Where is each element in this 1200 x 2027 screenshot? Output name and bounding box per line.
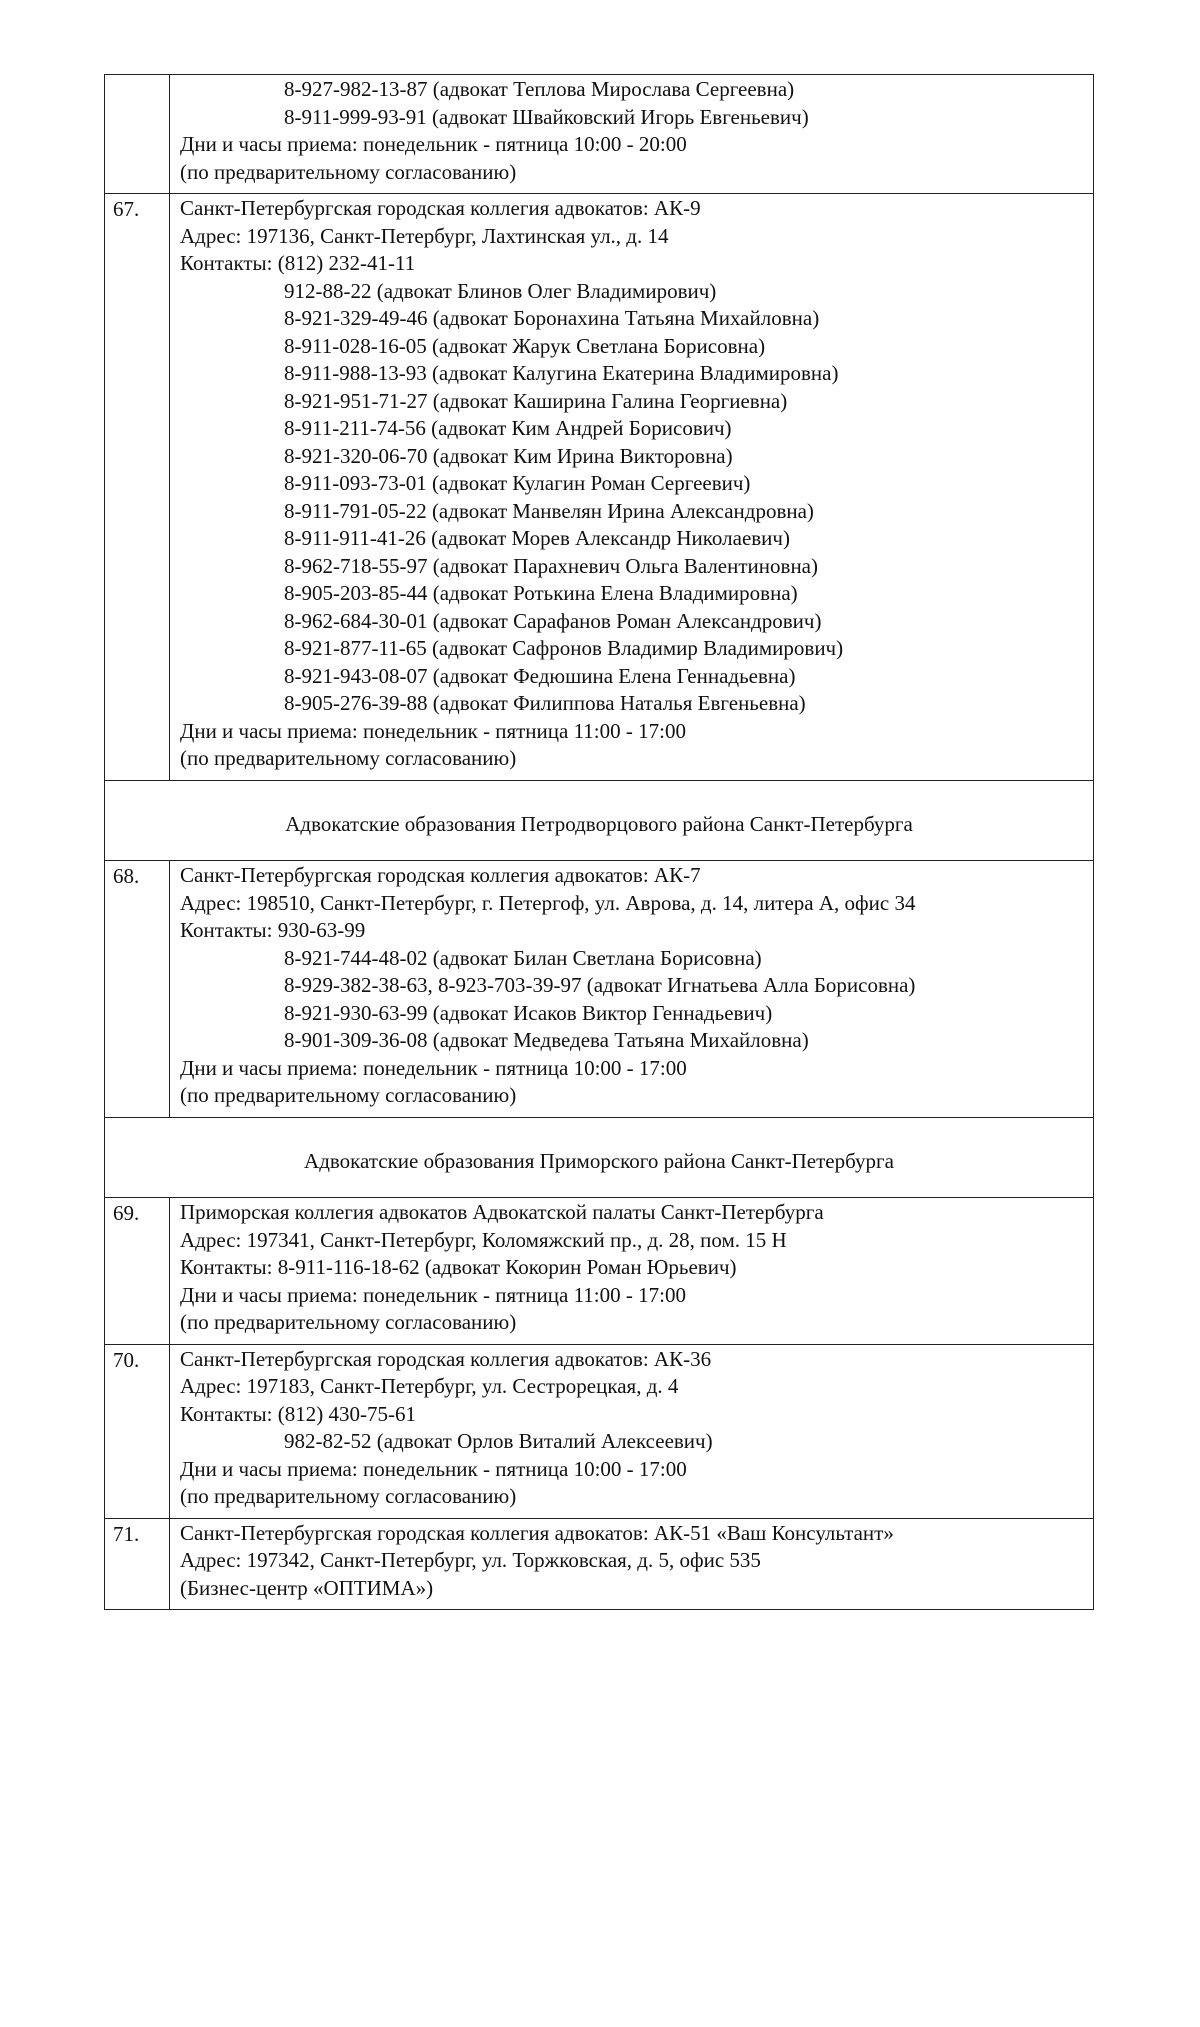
- entry-number: 67.: [105, 194, 170, 781]
- entry-content: [170, 861, 1094, 1118]
- entry-number: 70.: [105, 1344, 170, 1518]
- entry-row: [105, 1518, 1094, 1610]
- organization-contacts: Контакты: (812) 430-75-61: [180, 1401, 416, 1426]
- lawyer-contact: 8-911-988-13-93 (адвокат Калугина Екатерина Владимировна): [284, 361, 839, 385]
- lawyer-contact: 8-905-203-85-44 (адвокат Ротькина Елена Владимировна): [284, 581, 798, 605]
- lawyer-contact: 8-921-951-71-27 (адвокат Каширина Галина Георгиевна): [284, 388, 788, 413]
- organization-address: Адрес: 197136, Санкт-Петербург, Лахтинская ул., д. 14: [180, 223, 669, 248]
- bar-associations-table: [104, 74, 1094, 1610]
- lawyer-contact: 8-921-943-08-07 (адвокат Федюшина Елена Геннадьевна): [284, 663, 796, 688]
- reception-hours: Дни и часы приема: понедельник - пятница 11:00 - 17:00: [180, 718, 686, 743]
- entry-row: [105, 1344, 1094, 1518]
- reception-hours: Дни и часы приема: понедельник - пятница 10:00 - 17:00: [180, 1456, 687, 1481]
- lawyer-contact: 8-911-999-93-91 (адвокат Швайковский Игорь Евгеньевич): [284, 104, 809, 129]
- lawyer-contact: 8-929-382-38-63, 8-923-703-39-97 (адвокат Игнатьева Алла Борисовна): [284, 973, 916, 997]
- entry-number: 69.: [105, 1198, 170, 1345]
- organization-contacts: Контакты: (812) 232-41-11: [180, 251, 416, 275]
- entry-number: [105, 75, 170, 194]
- section-title: Адвокатские образования Петродворцового района Санкт-Петербурга: [105, 780, 1094, 861]
- entry-content: [170, 1198, 1094, 1345]
- entry-row: [105, 861, 1094, 1118]
- lawyer-contact: 8-962-684-30-01 (адвокат Сарафанов Роман Александрович): [284, 608, 822, 633]
- lawyer-contact: 8-911-028-16-05 (адвокат Жарук Светлана Борисовна): [284, 333, 766, 358]
- organization-address: Адрес: 198510, Санкт-Петербург, г. Петергоф, ул. Аврова, д. 14, литера А, офис 34: [180, 890, 916, 915]
- address-extra: (Бизнес-центр «ОПТИМА»): [180, 1575, 434, 1600]
- section-title: Адвокатские образования Приморского района Санкт-Петербурга: [105, 1117, 1094, 1198]
- entry-number: 71.: [105, 1518, 170, 1610]
- reception-note: (по предварительному согласованию): [180, 1310, 517, 1334]
- entry-row: [105, 75, 1094, 194]
- lawyer-contact: 8-911-093-73-01 (адвокат Кулагин Роман Сергеевич): [284, 471, 751, 495]
- lawyer-contact: 8-921-930-63-99 (адвокат Исаков Виктор Геннадьевич): [284, 1000, 773, 1025]
- lawyer-contact: 8-901-309-36-08 (адвокат Медведева Татьяна Михайловна): [284, 1028, 809, 1052]
- lawyer-contact: 912-88-22 (адвокат Блинов Олег Владимирович): [284, 278, 717, 303]
- organization-name: Санкт-Петербургская городская коллегия адвокатов: АК-9: [180, 196, 701, 220]
- organization-address: Адрес: 197183, Санкт-Петербург, ул. Сестрорецкая, д. 4: [180, 1374, 679, 1398]
- reception-hours: Дни и часы приема: понедельник - пятница 10:00 - 20:00: [180, 132, 687, 156]
- reception-note: (по предварительному согласованию): [180, 746, 517, 770]
- organization-contacts: Контакты: 930-63-99: [180, 918, 366, 942]
- lawyer-contact: 8-921-320-06-70 (адвокат Ким Ирина Викторовна): [284, 443, 733, 468]
- reception-note: (по предварительному согласованию): [180, 1083, 517, 1107]
- organization-name: Санкт-Петербургская городская коллегия адвокатов: АК-36: [180, 1346, 712, 1371]
- lawyer-contact: 8-921-877-11-65 (адвокат Сафронов Владимир Владимирович): [284, 636, 844, 660]
- entry-content: [170, 75, 1094, 194]
- table-body: [105, 75, 1094, 1610]
- lawyer-contact: 982-82-52 (адвокат Орлов Виталий Алексеевич): [284, 1429, 713, 1453]
- lawyer-contact: 8-911-791-05-22 (адвокат Манвелян Ирина Александровна): [284, 498, 814, 523]
- organization-name: Приморская коллегия адвокатов Адвокатской палаты Санкт-Петербурга: [180, 1200, 824, 1224]
- entry-row: [105, 1198, 1094, 1345]
- entry-content: [170, 1344, 1094, 1518]
- lawyer-contact: 8-921-744-48-02 (адвокат Билан Светлана Борисовна): [284, 945, 762, 970]
- lawyer-contact: 8-911-211-74-56 (адвокат Ким Андрей Борисович): [284, 416, 732, 440]
- entry-row: [105, 194, 1094, 781]
- reception-note: (по предварительному согласованию): [180, 1484, 517, 1508]
- reception-hours: Дни и часы приема: понедельник - пятница 10:00 - 17:00: [180, 1055, 687, 1080]
- organization-name: Санкт-Петербургская городская коллегия адвокатов: АК-51 «Ваш Консультант»: [180, 1520, 894, 1545]
- organization-address: Адрес: 197341, Санкт-Петербург, Коломяжский пр., д. 28, пом. 15 Н: [180, 1227, 787, 1252]
- organization-address: Адрес: 197342, Санкт-Петербург, ул. Торжковская, д. 5, офис 535: [180, 1548, 761, 1572]
- lawyer-contact: 8-921-329-49-46 (адвокат Боронахина Татьяна Михайловна): [284, 306, 820, 330]
- lawyer-contact: 8-911-911-41-26 (адвокат Морев Александр Николаевич): [284, 526, 790, 550]
- reception-hours: Дни и часы приема: понедельник - пятница 11:00 - 17:00: [180, 1282, 686, 1307]
- section-header-row: [105, 1117, 1094, 1198]
- entry-number: 68.: [105, 861, 170, 1118]
- reception-note: (по предварительному согласованию): [180, 159, 517, 184]
- organization-contacts: Контакты: 8-911-116-18-62 (адвокат Кокорин Роман Юрьевич): [180, 1255, 737, 1279]
- lawyer-contact: 8-905-276-39-88 (адвокат Филиппова Наталья Евгеньевна): [284, 691, 806, 715]
- entry-content: [170, 194, 1094, 781]
- entry-content: [170, 1518, 1094, 1610]
- lawyer-contact: 8-962-718-55-97 (адвокат Парахневич Ольга Валентиновна): [284, 553, 818, 578]
- lawyer-contact: 8-927-982-13-87 (адвокат Теплова Мирослава Сергеевна): [284, 77, 795, 101]
- section-header-row: [105, 780, 1094, 861]
- organization-name: Санкт-Петербургская городская коллегия адвокатов: АК-7: [180, 863, 701, 887]
